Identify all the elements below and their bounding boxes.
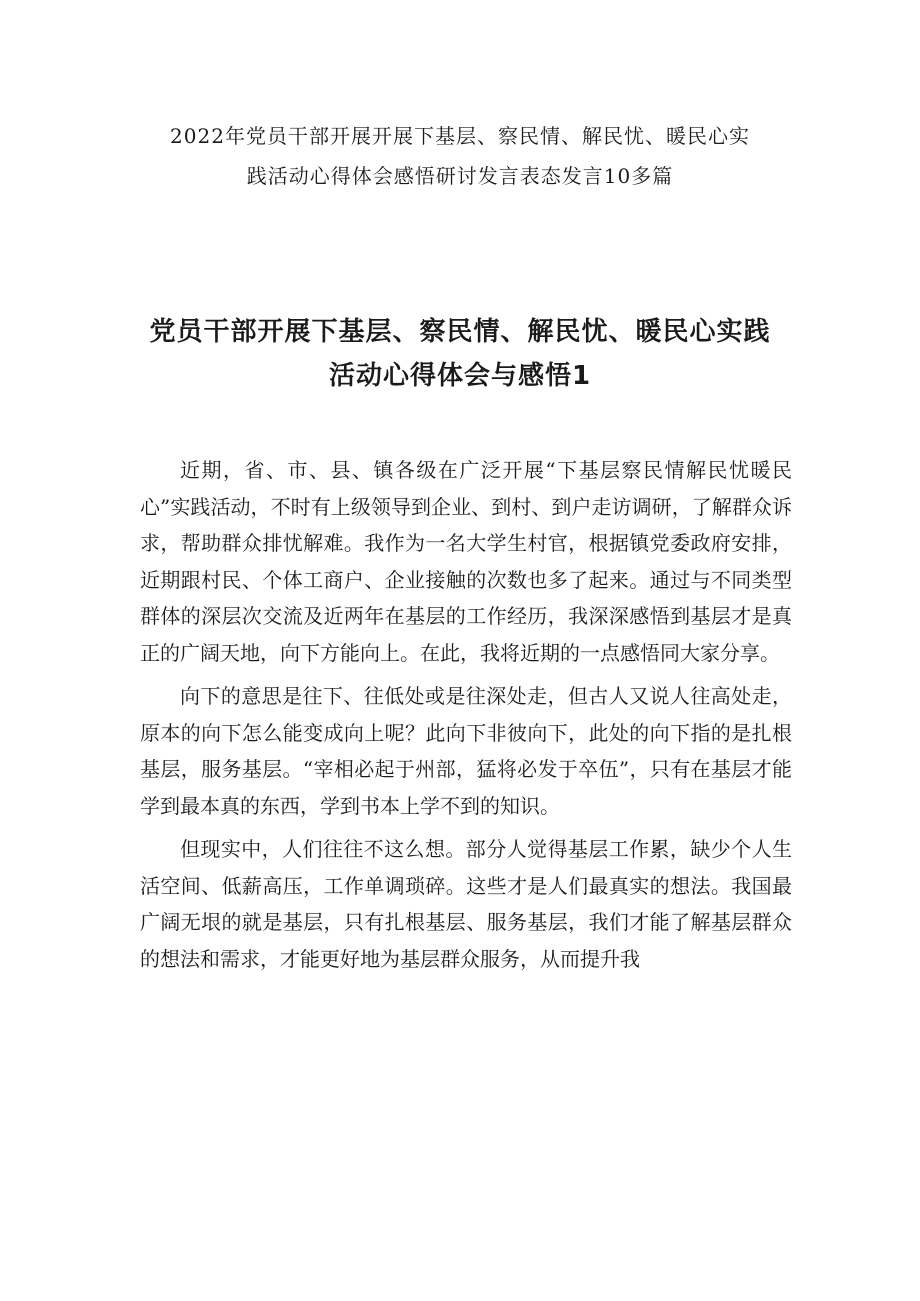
paragraph-1: 近期，省、市、县、镇各级在广泛开展“下基层察民情解民忧暖民心”实践活动，不时有上级领导到企业、到村、到户走访调研，了解群众诉求，帮助群众排忧解难。我作为一名大学生村官，根据镇党委政府安排，近期跟村民、个体工商户、企业接触的次数也多了起来。通过与不同类型群体的深层次交流及近两年在基层的工作经历，我深深感悟到基层才是真正的广阔天地，向下方能向上。在此，我将近期的一点感悟同大家分享。 (140, 458, 792, 665)
section-title-line-1: 党员干部开展下基层、察民情、解民忧、暖民心实践 (149, 317, 771, 347)
document-title (120, 116, 800, 196)
paragraph-2: 向下的意思是往下、往低处或是往深处走，但古人又说人往高处走，原本的向下怎么能变成向上呢？此向下非彼向下，此处的向下指的是扎根基层，服务基层。“宰相必起于州部，猛将必发于卒伍”，只有在基层才能学到最本真的东西，学到书本上学不到的知识。 (140, 684, 792, 818)
section-title (100, 310, 820, 398)
document-title-line-1: 2022年党员干部开展开展下基层、察民情、解民忧、暖民心实 (170, 124, 750, 148)
document-title-line-2: 践活动心得体会感悟研讨发言表态发言10多篇 (246, 164, 674, 188)
section-title-line-2: 活动心得体会与感悟1 (328, 361, 592, 391)
paragraph-3: 但现实中，人们往往不这么想。部分人觉得基层工作累，缺少个人生活空间、低薪高压，工作单调琐碎。这些才是人们最真实的想法。我国最广阔无垠的就是基层，只有扎根基层、服务基层，我们才能了解基层群众的想法和需求，才能更好地为基层群众服务，从而提升我 (140, 837, 792, 971)
article-body (140, 452, 792, 984)
